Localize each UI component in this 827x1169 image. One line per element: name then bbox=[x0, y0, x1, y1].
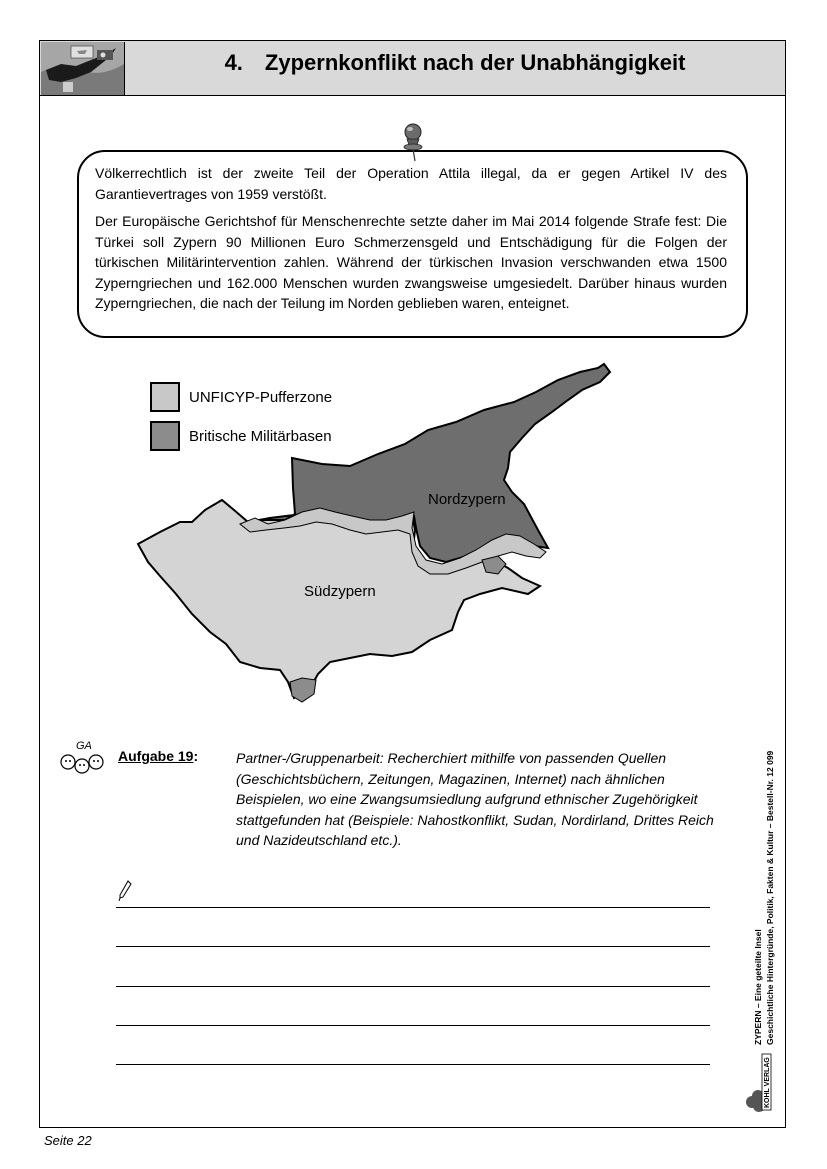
task-label bbox=[118, 748, 198, 764]
legend-label-buffer-zone: UNFICYP-Pufferzone bbox=[189, 388, 333, 406]
pushpin-icon bbox=[398, 123, 428, 168]
task-label-colon: : bbox=[193, 748, 199, 764]
page-number: Seite 22 bbox=[44, 1133, 92, 1148]
page-title bbox=[130, 50, 780, 76]
task-label-text: Aufgabe 19 bbox=[118, 748, 194, 764]
sidebar-publisher-info bbox=[752, 685, 784, 1045]
task-text: Partner-/Gruppenarbeit: Recherchiert mithilfe von passenden Quellen (Geschichtsbüchern, Zeitungen, Magazinen, Internet) nach ähnlichen Beispielen, wo eine Zwangsumsiedlung aufgrund ethnischer Zugehörigkeit stattgefunden hat (Beispiele: Nahostkonflikt, Sudan, Nordirland, Drittes Reich und Nazideutschland etc.). bbox=[236, 750, 714, 848]
section-number: 4. bbox=[224, 50, 243, 75]
pencil-icon bbox=[118, 880, 132, 907]
info-paragraph-2: Der Europäische Gerichtshof für Menschenrechte setzte daher im Mai 2014 folgende Strafe fest: Die Türkei soll Zypern 90 Millionen Euro Schmerzensgeld und Entschädigung für die Folgen der türkischen Militärintervention zahlen. Während der türkischen Invasion verschwanden etwa 1500 Zyperngriechen und 162.000 Menschen wurden zwangsweise umgesiedelt. Darüber hinaus wurden Zyperngriechen, die nach der Teilung im Norden geblieben waren, enteignet. bbox=[95, 213, 727, 311]
sidebar-line-2: Geschichtliche Hintergründe, Politik, Fakten & Kultur – Bestell-Nr. 12 099 bbox=[765, 750, 775, 1045]
publisher-logo bbox=[744, 1050, 774, 1121]
info-text bbox=[95, 163, 727, 321]
sidebar-line-1: ZYPERN – Eine geteilte Insel bbox=[753, 929, 763, 1045]
group-work-icon-text: GA bbox=[76, 740, 92, 752]
map-label-north: Nordzypern bbox=[428, 491, 506, 508]
answer-line-4[interactable] bbox=[116, 1025, 710, 1026]
answer-line-1[interactable] bbox=[116, 907, 710, 908]
cyprus-flag-map-icon bbox=[41, 42, 125, 95]
map-label-south: Südzypern bbox=[304, 583, 376, 600]
answer-line-3[interactable] bbox=[116, 986, 710, 987]
legend-label-british-bases: Britische Militärbasen bbox=[189, 427, 332, 445]
group-work-icon bbox=[58, 738, 108, 783]
answer-line-2[interactable] bbox=[116, 946, 710, 947]
section-title: Zypernkonflikt nach der Unabhängigkeit bbox=[264, 50, 686, 75]
answer-line-5[interactable] bbox=[116, 1064, 710, 1065]
publisher-logo-text: KOHL VERLAG bbox=[764, 1057, 771, 1108]
cyprus-map bbox=[130, 362, 700, 712]
info-paragraph-1: Völkerrechtlich ist der zweite Teil der Operation Attila illegal, da er gegen Artikel IV des Garantievertrages von 1959 verstößt. bbox=[95, 165, 727, 202]
